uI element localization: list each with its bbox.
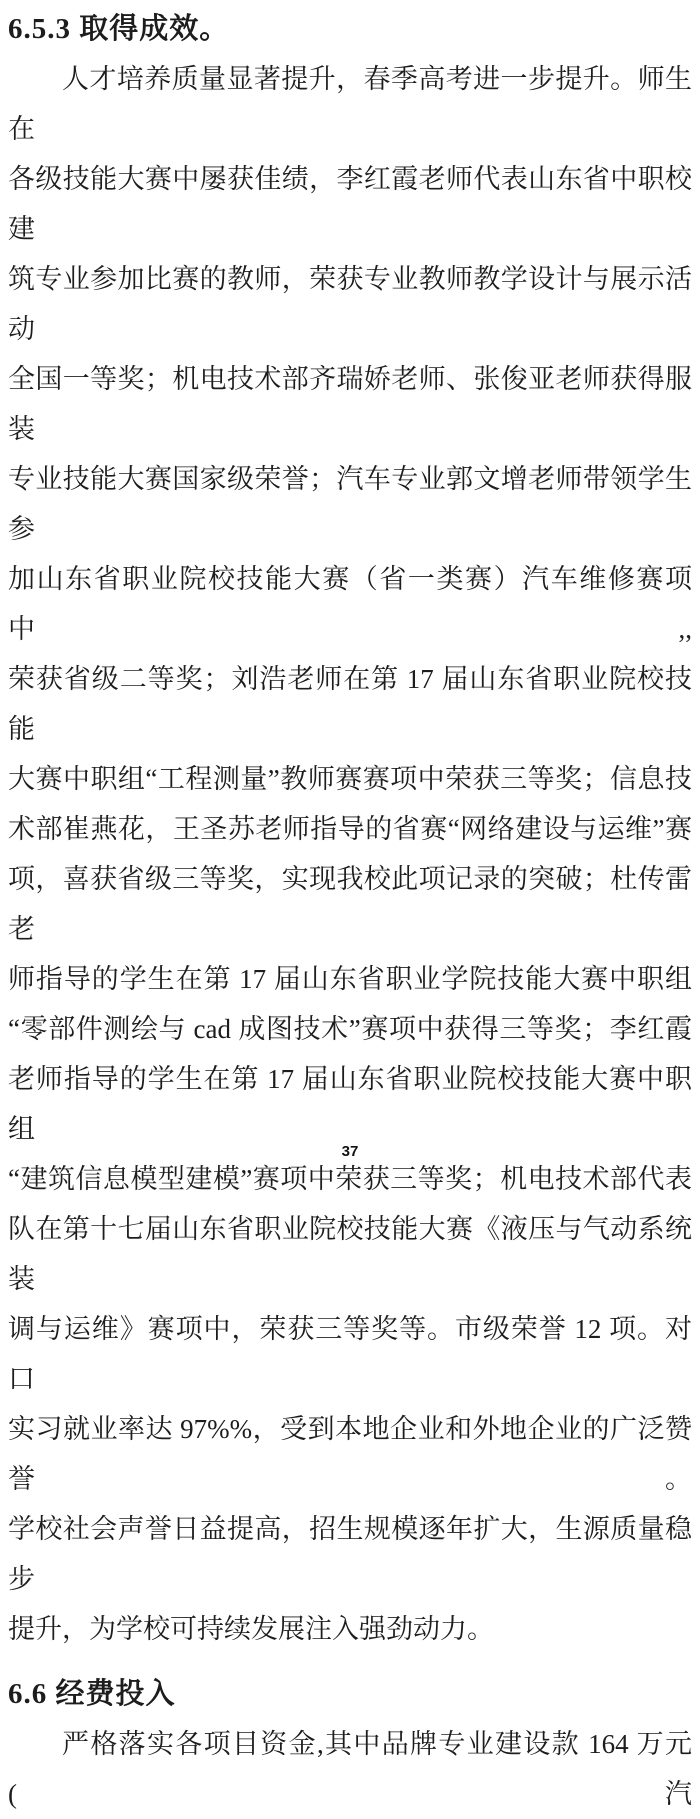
body-line: 人才培养质量显著提升，春季高考进一步提升。师生在 (8, 64, 692, 144)
body-line: 各级技能大赛中屡获佳绩，李红霞老师代表山东省中职校建 (8, 164, 692, 244)
page-number: 37 (341, 1143, 359, 1160)
body-line: 专业技能大赛国家级荣誉；汽车专业郭文增老师带领学生参 (8, 464, 692, 544)
body-line: 队在第十七届山东省职业院校技能大赛《液压与气动系统装 (8, 1214, 692, 1294)
body-line: 实习就业率达 97%%，受到本地企业和外地企业的广泛赞誉。 (8, 1414, 692, 1494)
body-line: 全国一等奖；机电技术部齐瑞娇老师、张俊亚老师获得服装 (8, 364, 692, 444)
body-line: “零部件测绘与 cad 成图技术”赛项中获得三等奖；李红霞 (8, 1014, 692, 1044)
body-line: 筑专业参加比赛的教师，荣获专业教师教学设计与展示活动 (8, 264, 692, 344)
body-line: 术部崔燕花，王圣苏老师指导的省赛“网络建设与运维”赛 (8, 814, 692, 844)
body-line: 师指导的学生在第 17 届山东省职业学院技能大赛中职组 (8, 964, 692, 994)
paragraph-achievements (8, 54, 692, 1654)
body-line: “建筑信息模型建模”赛项中荣获三等奖；机电技术部代表 (8, 1164, 692, 1194)
body-line: 荣获省级二等奖；刘浩老师在第 17 届山东省职业院校技能 (8, 664, 692, 744)
body-line: 学校社会声誉日益提高，招生规模逐年扩大，生源质量稳步 (8, 1514, 692, 1594)
body-line: 加山东省职业院校技能大赛（省一类赛）汽车维修赛项中,, (8, 564, 692, 644)
body-line: 老师指导的学生在第 17 届山东省职业院校技能大赛中职组 (8, 1064, 692, 1144)
body-line: 项，喜获省级三等奖，实现我校此项记录的突破；杜传雷老 (8, 864, 692, 944)
body-line: 严格落实各项目资金,其中品牌专业建设款 164 万元(汽 (8, 1729, 692, 1809)
section-heading-6-5-3: 6.5.3 取得成效。 (8, 13, 230, 45)
body-line: 大赛中职组“工程测量”教师赛赛项中荣获三等奖；信息技 (8, 764, 692, 794)
body-line: 提升，为学校可持续发展注入强劲动力。 (8, 1614, 494, 1644)
body-line: 调与运维》赛项中，荣获三等奖等。市级荣誉 12 项。对口 (8, 1314, 692, 1394)
paragraph-funding (8, 1719, 692, 1819)
section-heading-6-6: 6.6 经费投入 (8, 1678, 176, 1710)
